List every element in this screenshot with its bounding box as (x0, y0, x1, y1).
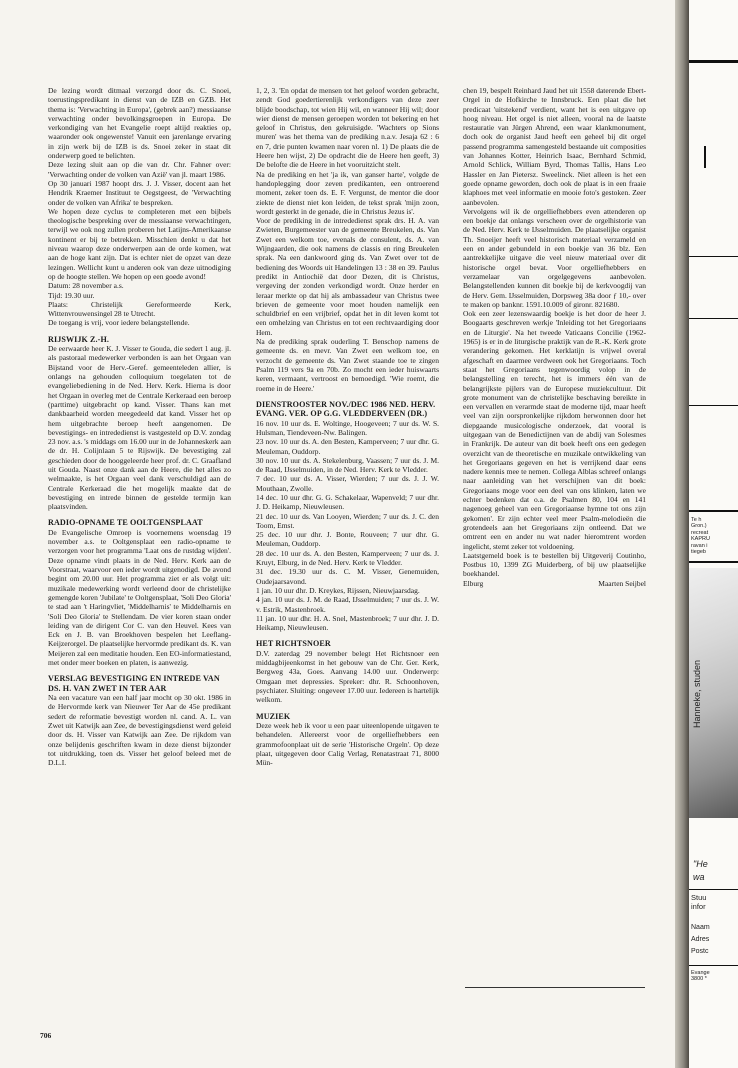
article-heading: HET RICHTSNOER (256, 639, 331, 649)
paragraph: De eerwaarde heer K. J. Visser te Gouda, die sedert 1 aug. jl. als pastoraal medewerker verbonden is aan het Orgaan van Bijstand voor de Herv.-Geref. gemeenteleden allier, is onlangs na gehouden colloquium toegelaten tot de evangeliebediening in de Ned. Herv. Kerk. Hierna is door het Orgaan in overleg met de Centrale Kerkeraad een beroep (parttime) uitgebracht op kand. Visser. Thans kan met dankbaarheid worden meegedeeld dat kand. Visser het op hem uitgebrachte beroep heeft aangenomen. De bevestigings- en intrededienst is vastgesteld op D.V. zondag 23 nov. a.s. 's middags om 16.00 uur in de Johanneskerk aan de dr. H. Colijnlaan 5 te Rijswijk. De bevestiging zal geschieden door de hooggeleerde heer prof. dr. C. Graafland uit Gouda. Naast onze dank aan de Heere, die het alles zo welmaakte, is het Orgaan veel dank verschuldigd aan de Centrale Kerkeraad die het mogelijk maakte dat de bevestiging en intrede binnen de gestelde termijn kan plaatsvinden. (48, 344, 231, 512)
paragraph: Voor de prediking in de intrededienst sprak drs. H. A. van Zwieten, Burgemeester van de gemeente Breukelen, ds. Van Zwet een welkom toe, evenals de consulent, ds. A. van Wijngaarden, die ook namens de classis en ring Breukelen sprak. Na een dankwoord ging ds. Van Zwet over tot de bediening des Woords uit Handelingen 13 : 38 en 39. Paulus predikt in Antiochië dat door Dezen, dit is Christus, vergeving der zonden verkondigd wordt. Onze herder en leraar merkte op dat hij als ambassadeur van Christus twee brieven de gemeente voor moet houden namelijk een schuldbrief en een vrijbrief, opdat het in dit leven komt tot een omhelzing van Christus en tot een rechtvaardiging door Hem. (256, 216, 439, 337)
paragraph: We hopen deze cyclus te completeren met een bijbels theologische bespreking over de messiaanse verwachtingen, terwijl we ook nog zullen proberen het Latijns-Amerikaanse kontinent er bij te betrekken. Misschien denkt u dat het niveau waarop deze onderwerpen aan de orde komen, wat aan de hoge kant zijn. Dat is echter niet de opzet van deze lezingen. Wellicht kunt u anderen ook van deze uitnodiging op de hoogte stellen. We hopen op een goede avond! (48, 206, 231, 281)
paragraph: 31 dec. 19.30 uur ds. C. M. Visser, Genemuiden, Oudejaarsavond. (256, 567, 439, 586)
adjacent-rule (689, 889, 738, 890)
paragraph: Ook een zeer lezenswaardig boekje is het door de heer J. Boogaarts geschreven werkje 'Inleiding tot het Gregoriaans en de Liturgie'. Na het tweede Vaticaans Concilie (1962-1965) is er in de liturgische praktijk van de R.-K. Kerk grote verandering gekomen. Het kerklatijn is vrijwel overal afgeschaft en daarmee verdween ook het Gregoriaans. Toch staat het Gregoriaans tegenwoordig volop in de belangstelling en terecht, het is immers één van de belangrijkste pijlers van de Europese muziekcultuur. Dit grote monument van de christelijke beschaving bereikte in een vervallen en verarmde staat de moderne tijd, maar heeft veel van zijn oorspronkelijke rijkdom herwonnen door het diepgaande musicologische onderzoek, dat vooral is uitgegaan van de Benedictijnen van de abdij van Solesmes in Frankrijk. De auteur van dit boek heeft ons een gedegen overzicht van de theoretische en muzikale ontwikkeling van het Gregoriaans gegeven en het is verrijkend daar eens nadere kennis mee te nemen. Collega Alblas schreef onlangs naar aanleiding van het verschijnen van dit boek: Gregoriaans moge voor een deel van ons klinken, laten we echter bedenken dat o.a. de Psalmen 80, 104 en 141 nagenoeg geheel van een Gregoriaanse hymne tot ons zijn gekomen'. Er zijn echter veel meer Psalm-melodieën die grotendeels aan het Gregoriaans zijn ontleend. Dat we omtrent een en ander nu wat nader hieromtrent worden ingelicht, stemt zeker tot voldoening. (463, 309, 646, 551)
paragraph: 21 dec. 10 uur ds. Van Looyen, Wierden; 7 uur ds. J. C. den Toom, Emst. (256, 511, 439, 530)
ad-fragment: Te h Gron.) recreat KAPRU ravan i tiegeb (691, 517, 710, 556)
paragraph: Deze lezing sluit aan op die van dr. Chr. Fahner over: 'Verwachting onder de volken van Azië' van jl. maart 1986. (48, 160, 231, 179)
paragraph: 7 dec. 10 uur ds. A. Visser, Wierden; 7 uur ds. J. J. W. Mouthaan, Zwolle. (256, 474, 439, 493)
form-fragment: Stuu infor (691, 893, 707, 911)
signature-author: Maarten Seijbel (598, 578, 646, 588)
paragraph: Laatstgemeld boek is te bestellen bij Uitgeverij Coutinho, Postbus 10, 1399 ZG Muiderberg, of bij uw plaatselijke boekhandel. (463, 550, 646, 579)
paragraph: 1, 2, 3. 'En opdat de mensen tot het geloof worden gebracht, zendt God goedertierenlijk verkondigers van deze zeer blijde boodschap, tot wien Hij wil, en wanneer Hij wil; door wier dienst de mensen geroepen worden tot bekering en het geloof in Christus, den gekruisigde. 'Wachters op Sions muren' was het thema van de prediking n.a.v. Jesaja 62 : 6 en 7, drie punten kwamen naar voren nl. 1) De plaats die de Heere hen wijst, 2) De opdracht die de Heere hen geeft, 3) De belofte die de Heere in het vooruitzicht stelt. (256, 86, 439, 170)
paragraph: Datum: 28 november a.s. (48, 281, 124, 291)
paragraph: 30 nov. 10 uur ds. A. Stekelenburg, Vaassen; 7 uur ds. J. M. de Raad, IJsselmuiden, in de Ned. Herv. Kerk te Vledder. (256, 455, 439, 475)
article-heading: MUZIEK (256, 711, 291, 721)
article-heading: VERSLAG BEVESTIGING EN INTREDE VAN DS. H. VAN ZWET IN TER AAR (48, 674, 220, 693)
paragraph: 28 dec. 10 uur ds. A. den Besten, Kamperveen; 7 uur ds. J. Kruyt, Elburg, in de Ned. Herv. Kerk te Vledder. (256, 548, 439, 568)
paragraph: Deze week heb ik voor u een paar uiteenlopende uitgaven te behandelen. Allereerst voor de orgelliefhebbers een grammofoonplaat uit de serie 'Historische Orgeln'. Op deze plaat, uitgegeven door Calig Verlag, Renatastraat 71, 8000 Mün- (256, 721, 439, 768)
paragraph: De Evangelische Omroep is voornemens woensdag 19 november a.s. te Ooltgensplaat een radio-opname te verzorgen voor het programma 'Laat ons de rustdag wijden'. Deze opname vindt plaats in de Ned. Herv. Kerk aan de Voorstraat, waarvoor een ieder wordt uitgenodigd. De avond begint om 20.00 uur. Het programma ziet er als volgt uit: muzikale medewerking wordt verleend door de christelijke gemengde koren 'Jubilate' te Ooltgensplaat, 'Soli Deo Gloria' te stad aan 't Haringvliet, 'Middelharnis' te Middelharnis en 'Soli Deo Gloria' te Stellendam. De vier koren staan onder leiding van de dirigent Cor C. van den Heuvel. Kees van Eck en J. B. van Broekhoven bespelen het Leeflang-Keijzerorgel. De plaatselijke hervormde predikant ds. K. van Meijeren zal een meditatie houden. Een EO-informatiestand, met onder meer boeken en platen, is aanwezig. (48, 527, 231, 668)
article-heading: RADIO-OPNAME TE OOLTGENSPLAAT (48, 518, 203, 528)
paragraph: De toegang is vrij, voor iedere belangstellende. (48, 318, 190, 328)
photo-caption-vertical: Hanneke, studen (692, 659, 702, 728)
paragraph: 4 jan. 10 uur ds. J. M. de Raad, IJsselmuiden; 7 uur ds. J. W. v. Estrik, Mastenbroek. (256, 595, 439, 614)
paragraph: 25 dec. 10 uur dhr. J. Bonte, Rouveen; 7 uur dhr. G. Meuleman, Ouddorp. (256, 530, 439, 549)
form-fields: Naam Adres Postc (691, 924, 710, 955)
adjacent-rule (689, 405, 738, 406)
adjacent-rule (689, 256, 738, 257)
paragraph: 14 dec. 10 uur dhr. G. G. Schakelaar, Wapenveld; 7 uur dhr. J. D. Heikamp, Nieuwleusen. (256, 492, 439, 512)
paragraph: De lezing wordt ditmaal verzorgd door ds. C. Snoei, toerustingspredikant in dienst van de IZB en GZB. Het thema is: 'Verwachting in Europa', (gebrek aan?) messiaanse verwachting onder bevolkingsgroepen in Europa. De verkondiging van het Evangelie roept altijd reakties op, waaronder ook ongewenste! Vanuit een jarenlange ervaring in zijn werk bij de IZB is ds. Snoei zeker in staat dit onderwerp goed te belichten. (48, 86, 231, 161)
column-end-rule (465, 987, 645, 988)
column-2 (256, 86, 439, 768)
adjacent-rule (689, 60, 738, 63)
adjacent-rule (689, 510, 738, 512)
page-number: 706 (40, 1031, 52, 1040)
paragraph: Na de prediking sprak ouderling T. Benschop namens de gemeente ds. en mevr. Van Zwet een welkom toe, en verzocht de gemeente ds. Van Zwet staande toe te zingen Psalm 119 vers 9a en 70b. Zo mocht een ieder huiswaarts keren, vermaant, vertroost en bemoedigd. 'Wie roemt, die roeme in de Heere.' (256, 337, 439, 393)
article-heading: DIENSTROOSTER NOV./DEC 1986 NED. HERV. EVANG. VER. OP G.G. VLEDDERVEEN (DR.) (256, 399, 436, 419)
footer-fragment: Evange 3800 * (691, 970, 710, 983)
paragraph: Plaats: Christelijk Gereformeerde Kerk, Wittenvrouwensingel 28 te Utrecht. (48, 299, 231, 319)
adjacent-rule (689, 561, 738, 563)
paragraph: Tijd: 19.30 uur. (48, 290, 95, 300)
paragraph: Vervolgens wil ik de orgelliefhebbers even attenderen op een boekje dat onlangs verscheen over de orgelhistorie van de Ned. Herv. Kerk te IJsselmuiden. De plaatselijke organist Th. Snoeijer heeft veel historisch materiaal verzameld en een en ander gebundeld in een boekje van 36 blz. Een aantrekkelijke uitgave die veel nieuw materiaal over dit historische orgel bevat. Voor orgelliefhebbers en verzamelaar van orgelgegevens aanbevolen. Belangstellenden kunnen dit boekje bij de kerkvoogdij van de Herv. Gem. IJsselmuiden, Dorpsweg 38a door ƒ 10,- over te maken op banknr. 1591.10.009 of gironr. 821680. (463, 206, 646, 309)
article-heading: RIJSWIJK Z.-H. (48, 334, 109, 344)
column-1 (48, 86, 231, 768)
column-3 (463, 86, 646, 588)
paragraph: D.V. zaterdag 29 november belegt Het Richtsnoer een middagbijeenkomst in het gebouw van de Chr. Ger. Kerk, Bergweg 43a, Goes. Aanvang 14.00 uur. Onderwerp: Omgaan met depressies. Spreker: dhr. R. Schoonhoven, psychiater. Sluiting: ongeveer 17.00 uur. Iedereen is hartelijk welkom. (256, 648, 439, 705)
signature-place: Elburg (463, 578, 484, 588)
paragraph: 16 nov. 10 uur ds. E. Woltinge, Hoogeveen; 7 uur ds. W. S. Hulsman, Tiendeveen-Nw. Balingen. (256, 418, 439, 437)
quote-fragment: "He wa (693, 859, 708, 882)
paragraph: Op 30 januari 1987 hoopt drs. J. J. Visser, docent aan het Hendrik Kraemer Instituut te Oegstgeest, de 'Verwachting onder de volken van Afrika' te bespreken. (48, 178, 231, 207)
paragraph: 11 jan. 10 uur dhr. H. A. Snel, Mastenbroek; 7 uur dhr. J. D. Heikamp, Nieuwleusen. (256, 613, 439, 633)
paragraph: chen 19, bespelt Reinhard Jaud het uit 1558 daterende Ebert-Orgel in de Hofkirche te Innsbruck. Een plaat die het predicaat 'uitstekend' verdient, want het is een uitgave op hoog niveau. Het orgel is niet alleen, vooral na de laatste restauratie van Jürgen Ahrend, een waar klankmonument, doch ook de organist Jaud heeft een geheel bij dit orgel passend programma samengesteld bestaande uit composities van Johannes Kotter, Heinrich Isaac, Bernhard Schmid, Arnold Schlick, William Byrd, Thomas Tallis, Hans Leo Hassler en Jan Pietersz. Sweelinck. Niet alleen is het een goede opname geworden, doch ook de plaat is in een fraaie klaphoes met veel informatie en mooie foto's gestoken. Zeer aanbevolen. (463, 86, 646, 207)
page-fold (675, 0, 689, 1068)
paragraph: 23 nov. 10 uur ds. A. den Besten, Kamperveen; 7 uur dhr. G. Meuleman, Ouddorp. (256, 437, 439, 456)
paragraph: Na de prediking en het 'ja ik, van ganser harte', volgde de handoplegging door zeven predikanten, een ontroerend moment, zeker toen ds. E. F. Vergunst, de mentor die door ziekte de dienst niet kon leiden, de tekst sprak 'mijn zoon, wordt gesterkt in de genade, die in Christus Jezus is'. (256, 169, 439, 216)
paragraph: 1 jan. 10 uur dhr. D. Kreykes, Rijssen, Nieuwjaarsdag. (256, 585, 420, 595)
signature (463, 579, 646, 588)
adjacent-rule (704, 146, 706, 168)
paragraph: Na een vacature van een half jaar mocht op 30 okt. 1986 in de Hervormde kerk van Nieuwer Ter Aar de 45e predikant sedert de reformatie bevestigt worden nl. cand. A. L. van Zwet uit Katwijk aan Zee, de bevestigingsdienst werd geleid door ds. H. Visser van Katwijk aan Zee. De rijkdom van onze belijdenis geschriften kwam in deze dienst bijzonder tot uitdrukking, toen ds. Visser het geloof beleed met de D.L.I. (48, 693, 231, 768)
adjacent-rule (689, 965, 738, 966)
adjacent-rule (689, 318, 738, 319)
